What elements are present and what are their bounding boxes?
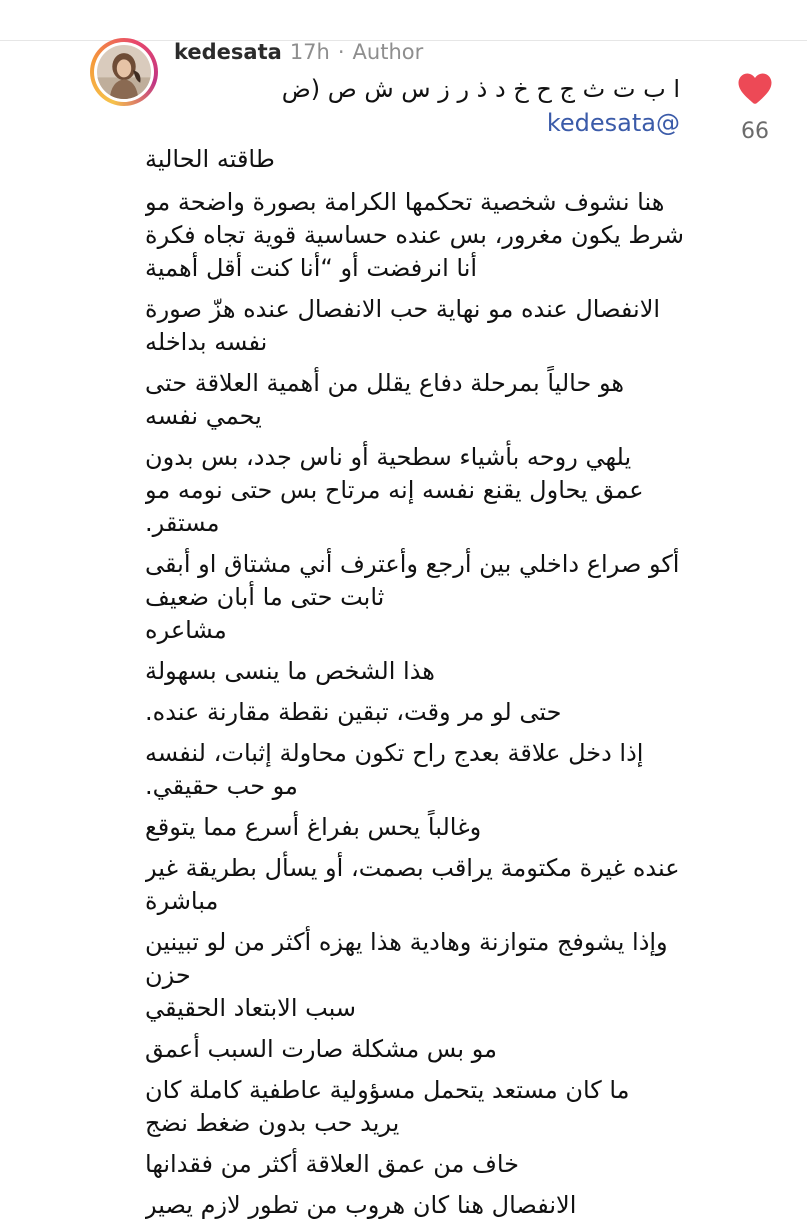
comment-line: يحمي نفسه — [145, 402, 262, 430]
comment-line: ما كان مستعد يتحمل مسؤولية عاطفية كاملة كان — [145, 1076, 630, 1104]
comment-line: خاف من عمق العلاقة أكثر من فقدانها — [145, 1150, 519, 1178]
meta-separator: · — [337, 40, 345, 64]
comment-line: هذا الشخص ما ينسى بسهولة — [145, 657, 435, 685]
comment-line: الانفصال هنا كان هروب من تطور لازم يصير — [145, 1191, 577, 1219]
comment-line: مباشرة — [145, 887, 219, 915]
comment-line: يلهي روحه بأشياء سطحية أو ناس جدد، بس بدون — [145, 443, 632, 471]
comment-first-line — [160, 72, 680, 140]
heart-icon[interactable] — [737, 72, 773, 105]
comment-line: مشاعره — [145, 616, 227, 644]
comment-heading: طاقته الحالية — [145, 145, 275, 173]
comment-time: 17h — [289, 40, 330, 64]
comment-line: إذا دخل علاقة بعدج راح تكون محاولة إثبات، لنفسه — [145, 739, 644, 767]
comment-line: أنا انرفضت أو “أنا كنت أقل أهمية — [145, 254, 478, 282]
comment-line: حتى لو مر وقت، تبقين نقطة مقارنة عنده. — [145, 698, 562, 726]
comment-line: وغالباً يحس بفراغ أسرع مما يتوقع — [145, 813, 482, 841]
username[interactable]: kedesata — [174, 40, 282, 64]
like-count: 66 — [741, 119, 769, 144]
comment-meta — [174, 38, 423, 66]
avatar-photo — [97, 45, 151, 99]
comment-line: يريد حب بدون ضغط نضج — [145, 1109, 400, 1137]
comment-line: أكو صراع داخلي بين أرجع وأعترف أني مشتاق او أبقى — [145, 550, 680, 578]
comment-line: ثابت حتى ما أبان ضعيف — [145, 583, 385, 611]
like-section — [730, 72, 780, 144]
comment-line: عنده غيرة مكتومة يراقب بصمت، أو يسأل بطريقة غير — [145, 854, 680, 882]
comment-line: هو حالياً بمرحلة دفاع يقلل من أهمية العلاقة حتى — [145, 369, 625, 397]
comment-line: وإذا يشوفج متوازنة وهادية هذا يهزه أكثر من لو تبينين — [145, 928, 668, 956]
author-badge: Author — [352, 40, 424, 64]
mention-link[interactable]: @kedesata — [546, 109, 680, 137]
comment-line: شرط يكون مغرور، بس عنده حساسية قوية تجاه فكرة — [145, 221, 684, 249]
first-line-text: ا ب ت ث ج ح خ د ذ ر ز س ش ص (ض — [281, 75, 680, 103]
comment-line: الانفصال عنده مو نهاية حب الانفصال عنده هزّ صورة — [145, 295, 661, 323]
comment-line: عمق يحاول يقنع نفسه إنه مرتاح بس حتى نومه مو — [145, 476, 644, 504]
comment-line: نفسه بداخله — [145, 328, 268, 356]
comment-line: سبب الابتعاد الحقيقي — [145, 994, 357, 1022]
comment-line: مو بس مشكلة صارت السبب أعمق — [145, 1035, 497, 1063]
avatar[interactable] — [90, 38, 158, 106]
comment-line: مستقر. — [145, 509, 220, 537]
comment-line: هنا نشوف شخصية تحكمها الكرامة بصورة واضحة مو — [145, 188, 665, 216]
comment-line: مو حب حقيقي. — [145, 772, 298, 800]
comment-line: حزن — [145, 961, 191, 989]
